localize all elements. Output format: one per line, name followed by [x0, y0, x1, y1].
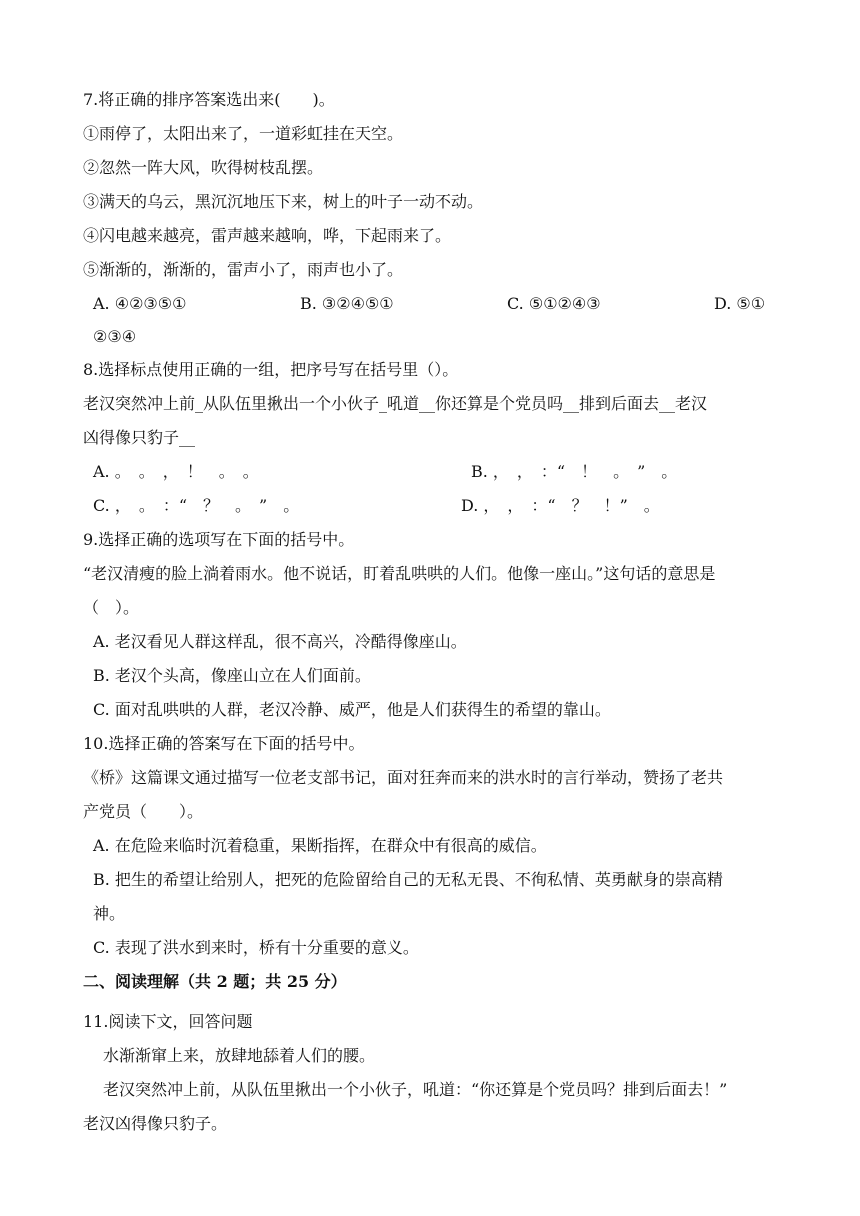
q7-item-3: ③满天的乌云，黑沉沉地压下来，树上的叶子一动不动。	[83, 192, 484, 211]
q8-option-d: D. ， ， ：“ ？ ！” 。	[461, 496, 660, 515]
q10-text-line-2: 产党员（ ）。	[83, 802, 204, 821]
q9-option-b: B. 老汉个头高，像座山立在人们面前。	[93, 666, 371, 685]
q8-option-b: B. ， ， ：“ ！ 。 ” 。	[471, 462, 678, 481]
q9-quote-line-1: “老汉清瘦的脸上淌着雨水。他不说话，盯着乱哄哄的人们。他像一座山。”这句话的意思是	[83, 564, 716, 583]
q11-paragraph-2-line-2: 老汉凶得像只豹子。	[83, 1114, 228, 1133]
q8-option-c: C. ， 。 ：“ ？ 。 ” 。	[93, 496, 300, 515]
q9-option-a: A. 老汉看见人群这样乱，很不高兴，冷酷得像座山。	[93, 632, 467, 651]
q11-paragraph-2-line-1: 老汉突然冲上前，从队伍里揪出一个小伙子，吼道：“你还算是个党员吗？排到后面去！”	[103, 1080, 728, 1099]
q9-stem: 9.选择正确的选项写在下面的括号中。	[83, 530, 355, 549]
q10-option-b-continued: 神。	[93, 904, 126, 923]
section-heading: 二、阅读理解（共 2 题；共 25 分）	[83, 972, 347, 991]
q7-item-1: ①雨停了，太阳出来了，一道彩虹挂在天空。	[83, 124, 404, 143]
q7-option-c: C. ⑤①②④③	[507, 294, 601, 313]
q10-option-c: C. 表现了洪水到来时，桥有十分重要的意义。	[93, 938, 419, 957]
q7-option-d: D. ⑤①	[714, 294, 766, 313]
q7-item-2: ②忽然一阵大风，吹得树枝乱摆。	[83, 158, 324, 177]
q11-paragraph-1: 水渐渐窜上来，放肆地舔着人们的腰。	[103, 1046, 376, 1065]
q10-stem: 10.选择正确的答案写在下面的括号中。	[83, 734, 365, 753]
q8-passage-line-1: 老汉突然冲上前_从队伍里揪出一个小伙子_吼道__你还算是个党员吗__排到后面去__老汉	[83, 394, 708, 413]
q11-stem: 11.阅读下文，回答问题	[83, 1012, 253, 1031]
q7-stem: 7.将正确的排序答案选出来( )。	[83, 90, 335, 109]
q8-passage-line-2: 凶得像只豹子__	[83, 428, 196, 447]
q8-option-a: A. 。 。 ， ！ 。 。	[93, 462, 259, 481]
q8-stem: 8.选择标点使用正确的一组，把序号写在括号里（）。	[83, 360, 459, 379]
q9-option-c: C. 面对乱哄哄的人群，老汉冷静、威严，他是人们获得生的希望的靠山。	[93, 700, 611, 719]
q10-text-line-1: 《桥》这篇课文通过描写一位老支部书记，面对狂奔而来的洪水时的言行举动，赞扬了老共	[83, 768, 724, 787]
q7-option-d-continued: ②③④	[93, 327, 137, 346]
q9-quote-line-2: （ ）。	[83, 598, 140, 617]
q7-item-5: ⑤渐渐的，渐渐的，雷声小了，雨声也小了。	[83, 260, 404, 279]
q7-option-b: B. ③②④⑤①	[300, 294, 394, 313]
q7-item-4: ④闪电越来越亮，雷声越来越响，哗，下起雨来了。	[83, 226, 452, 245]
q10-option-a: A. 在危险来临时沉着稳重，果断指挥，在群众中有很高的威信。	[93, 836, 547, 855]
q7-option-a: A. ④②③⑤①	[93, 294, 187, 313]
q10-option-b: B. 把生的希望让给别人，把死的危险留给自己的无私无畏、不徇私情、英勇献身的崇高精	[93, 870, 723, 889]
